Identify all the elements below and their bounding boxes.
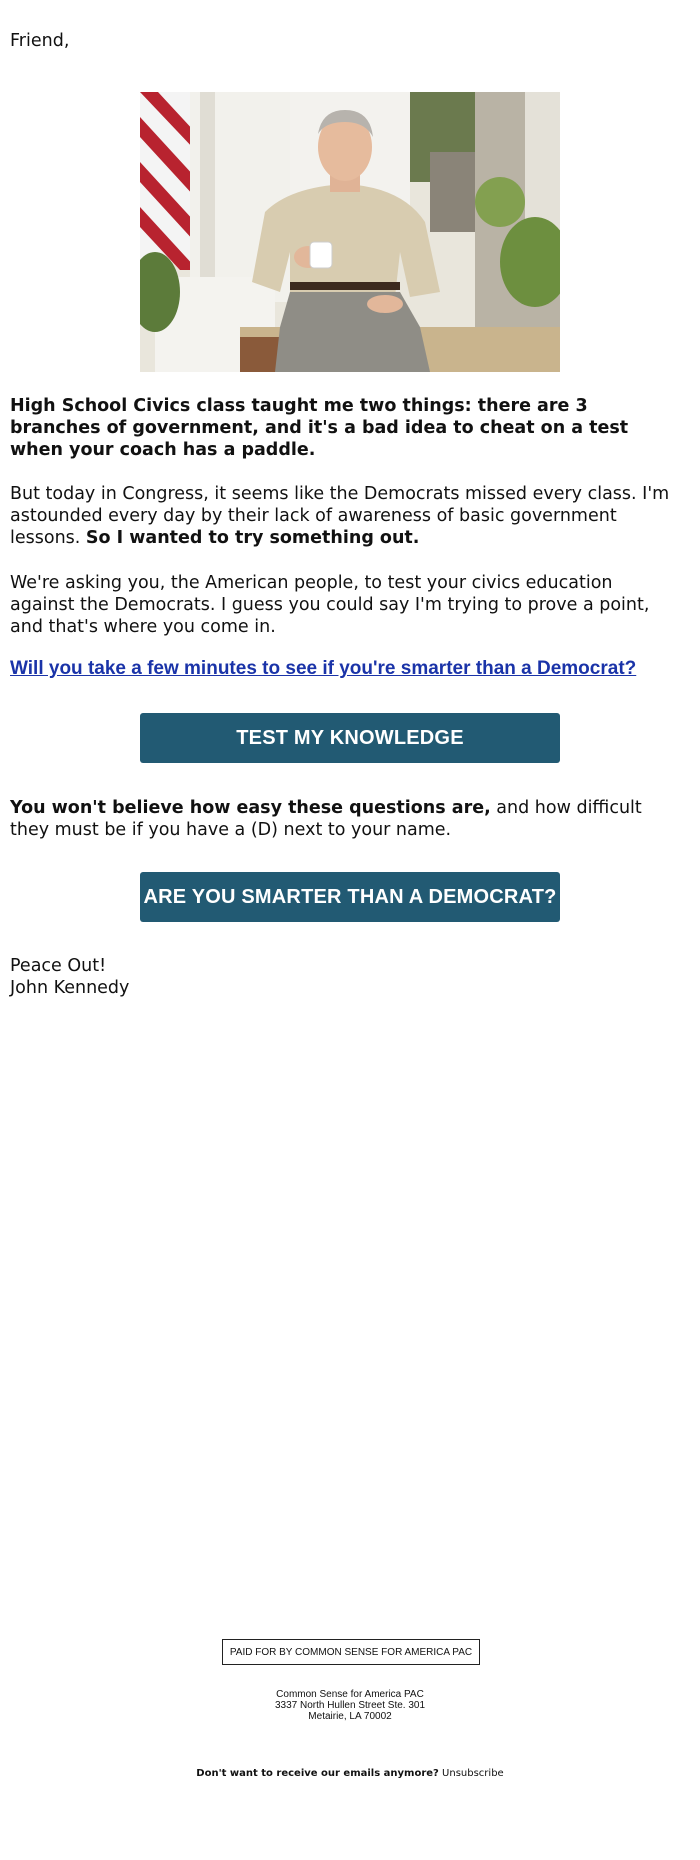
paid-for-disclaimer: PAID FOR BY COMMON SENSE FOR AMERICA PAC	[222, 1639, 480, 1665]
unsubscribe-prompt: Don't want to receive our emails anymore?	[196, 1768, 439, 1779]
signature: John Kennedy	[10, 978, 130, 998]
paragraph-congress-bold: So I wanted to try something out.	[85, 528, 420, 548]
paragraph-asking: We're asking you, the American people, to test your civics education against the Democrats. I guess you could say I'm trying to prove a point, and that's where you come in.	[10, 573, 650, 637]
paragraph-congress-text: But today in Congress, it seems like the Democrats missed every class. I'm astounded every day by their lack of awareness of basic government lessons.	[10, 484, 670, 548]
unsubscribe-link[interactable]: Unsubscribe	[442, 1768, 504, 1779]
test-my-knowledge-button[interactable]: TEST MY KNOWLEDGE	[140, 713, 560, 763]
unsubscribe-footer	[150, 1768, 550, 1779]
paragraph-congress	[10, 483, 682, 549]
smarter-than-democrat-link[interactable]: Will you take a few minutes to see if you're smarter than a Democrat?	[10, 658, 637, 679]
address-line: 3337 North Hullen Street Ste. 301	[274, 1700, 426, 1711]
greeting: Friend,	[10, 31, 70, 51]
paragraph-easy-text: and how difficult they must be if you have a (D) next to your name.	[10, 798, 642, 840]
paragraph-civics: High School Civics class taught me two things: there are 3 branches of government, and it's a bad idea to cheat on a test when your coach has a paddle.	[10, 396, 629, 460]
smarter-than-democrat-button[interactable]: ARE YOU SMARTER THAN A DEMOCRAT?	[140, 872, 560, 922]
paragraph-easy-questions	[10, 797, 682, 841]
photo-man-with-mug-porch-flag	[140, 92, 560, 372]
paragraph-easy-bold: You won't believe how easy these questions are,	[10, 798, 491, 818]
address-line: Metairie, LA 70002	[308, 1711, 392, 1722]
address-line: Common Sense for America PAC	[276, 1689, 424, 1700]
signoff: Peace Out!	[10, 956, 107, 976]
